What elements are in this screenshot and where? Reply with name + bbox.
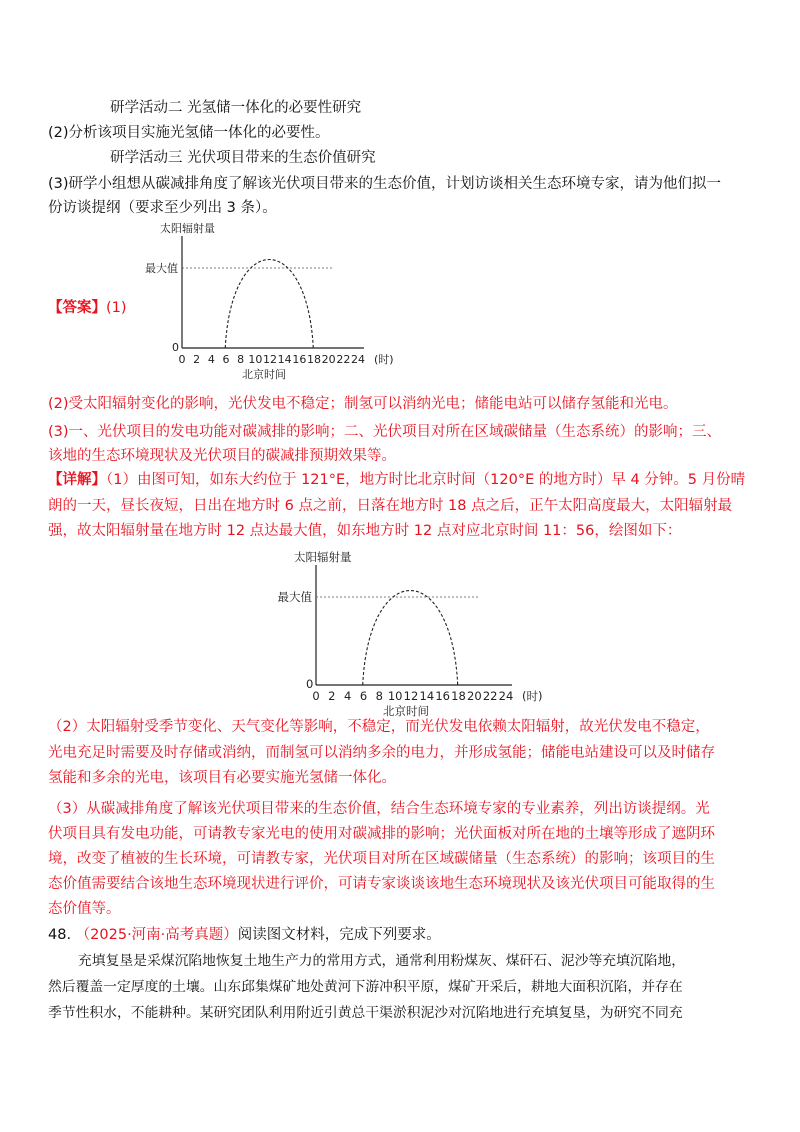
question-48-prompt: 阅读图文材料，完成下列要求。 [237, 927, 441, 943]
question-48-source: （2025·河南·高考真题） [75, 927, 238, 943]
x-axis-label: 北京时间 [383, 704, 429, 718]
x-tick-label: 6 [222, 353, 230, 366]
x-tick-label: 14 [419, 689, 435, 703]
x-tick-label: 20 [467, 689, 482, 703]
radiation-curve [225, 260, 313, 349]
question-2: (2)分析该项目实施光氢储一体化的必要性。 [48, 125, 330, 141]
question-3-line1: (3)研学小组想从碳减排角度了解该光伏项目带来的生态价值，计划访谈相关生态环境专家，请为他们拟一 [48, 176, 722, 192]
detail-3-line5: 态价值等。 [48, 901, 121, 917]
y-origin-label: 0 [306, 677, 314, 691]
detail-tag: 【详解】 [48, 472, 106, 488]
detail-3-line2: 伏项目具有发电功能，可请教专家光电的使用对碳减排的影响；光伏面板对所在地的土壤等形成了遮阴环 [48, 826, 715, 842]
x-tick-label: 22 [482, 689, 498, 703]
x-tick-label: 20 [321, 353, 336, 366]
y-axis-label: 太阳辐射量 [294, 550, 352, 564]
y-origin-label: 0 [172, 341, 179, 354]
detail-2-line2: 光电充足时需要及时存储或消纳，而制氢可以消纳多余的电力，并形成氢能；储能电站建设可以及时储存 [48, 745, 715, 761]
question-48-paragraph-line1: 充填复垦是采煤沉陷地恢复土地生产力的常用方式，通常利用粉煤灰、煤矸石、泥沙等充填沉陷地， [78, 953, 686, 969]
x-tick-label: 24 [498, 689, 514, 703]
activity2-title: 研学活动二 光氢储一体化的必要性研究 [110, 100, 362, 116]
x-axis-label: 北京时间 [242, 368, 286, 381]
answer-part1: (1) [106, 300, 127, 316]
x-tick-label: 4 [344, 689, 352, 703]
x-tick-label: 8 [237, 353, 245, 366]
detail-2-line1: （2）太阳辐射受季节变化、天气变化等影响，不稳定，而光伏发电依赖太阳辐射，故光伏发电不稳定， [48, 719, 710, 735]
radiation-chart-1 [145, 220, 410, 385]
answer-2: (2)受太阳辐射变化的影响，光伏发电不稳定；制氢可以消纳光电；储能电站可以储存氢能和光电。 [48, 396, 678, 412]
x-tick-label: 10 [387, 689, 403, 703]
answer-3-line1: (3)一、光伏项目的发电功能对碳减排的影响；二、光伏项目对所在区域碳储量（生态系统）的影响；三、 [48, 424, 722, 440]
answer-3-line2: 该地的生态环境现状及光伏项目的碳减排预期效果等。 [48, 448, 396, 464]
question-48-number: 48. [48, 927, 72, 943]
y-axis-label: 太阳辐射量 [160, 222, 215, 235]
x-tick-label: 4 [207, 353, 215, 366]
answer-tag: 【答案】 [48, 300, 106, 316]
radiation-chart-2 [270, 545, 543, 718]
question-48-paragraph-line2: 然后覆盖一定厚度的土壤。山东邱集煤矿地处黄河下游冲积平原，煤矿开采后，耕地大面积沉陷，并存在 [48, 979, 683, 995]
x-tick-label: 24 [351, 353, 365, 366]
x-tick-label: 16 [435, 689, 450, 703]
detail-1-line3: 强，故太阳辐射量在地方时 12 点达最大值，如东地方时 12 点对应北京时间 11：56，绘图如下： [48, 523, 682, 539]
detail-1-line1-text: （1）由图可知，如东大约位于 121°E，地方时比北京时间（120°E 的地方时）早 4 分钟。5 月份晴 [106, 472, 746, 488]
activity3-title: 研学活动三 光伏项目带来的生态价值研究 [110, 150, 376, 166]
question-48-header [48, 925, 441, 945]
x-tick-label: 10 [248, 353, 263, 366]
detail-1-line2: 朗的一天，昼长夜短，日出在地方时 6 点之前，日落在地方时 18 点之后，正午太阳高度最大，太阳辐射最 [48, 498, 733, 514]
max-value-label: 最大值 [145, 262, 178, 275]
x-tick-label: 12 [263, 353, 277, 366]
x-tick-label: 14 [277, 353, 292, 366]
x-tick-label: 18 [451, 689, 466, 703]
x-tick-label: 0 [312, 689, 320, 703]
question-48-paragraph-line3: 季节性积水，不能耕种。某研究团队利用附近引黄总干渠淤积泥沙对沉陷地进行充填复垦，为研究不同充 [48, 1005, 683, 1021]
x-tick-label: 18 [307, 353, 321, 366]
question-3-line2: 份访谈提纲（要求至少列出 3 条）。 [48, 200, 277, 216]
x-tick-label: 16 [292, 353, 307, 366]
answer-row [48, 298, 127, 318]
x-tick-label: 2 [328, 689, 336, 703]
detail-3-line4: 态价值需要结合该地生态环境现状进行评价，可请专家谈谈该地生态环境现状及该光伏项目可能取得的生 [48, 876, 715, 892]
x-tick-label: 0 [178, 353, 186, 366]
x-tick-label: 22 [336, 353, 351, 366]
x-tick-label: 2 [193, 353, 201, 366]
max-value-label: 最大值 [277, 590, 312, 604]
x-unit-label: (时) [374, 353, 394, 366]
x-tick-label: 8 [375, 689, 383, 703]
detail-2-line3: 氢能和多余的光电，该项目有必要实施光氢储一体化。 [48, 770, 396, 786]
detail-3-line3: 境，改变了植被的生长环境，可请教专家，光伏项目对所在区域碳储量（生态系统）的影响；该项目的生 [48, 851, 715, 867]
x-tick-label: 12 [403, 689, 419, 703]
x-tick-label: 6 [359, 689, 368, 703]
detail-1-line1 [48, 470, 745, 490]
x-unit-label: (时) [522, 689, 543, 703]
radiation-curve [363, 591, 458, 686]
detail-3-line1: （3）从碳减排角度了解该光伏项目带来的生态价值，结合生态环境专家的专业素养，列出访谈提纲。光 [48, 801, 710, 817]
